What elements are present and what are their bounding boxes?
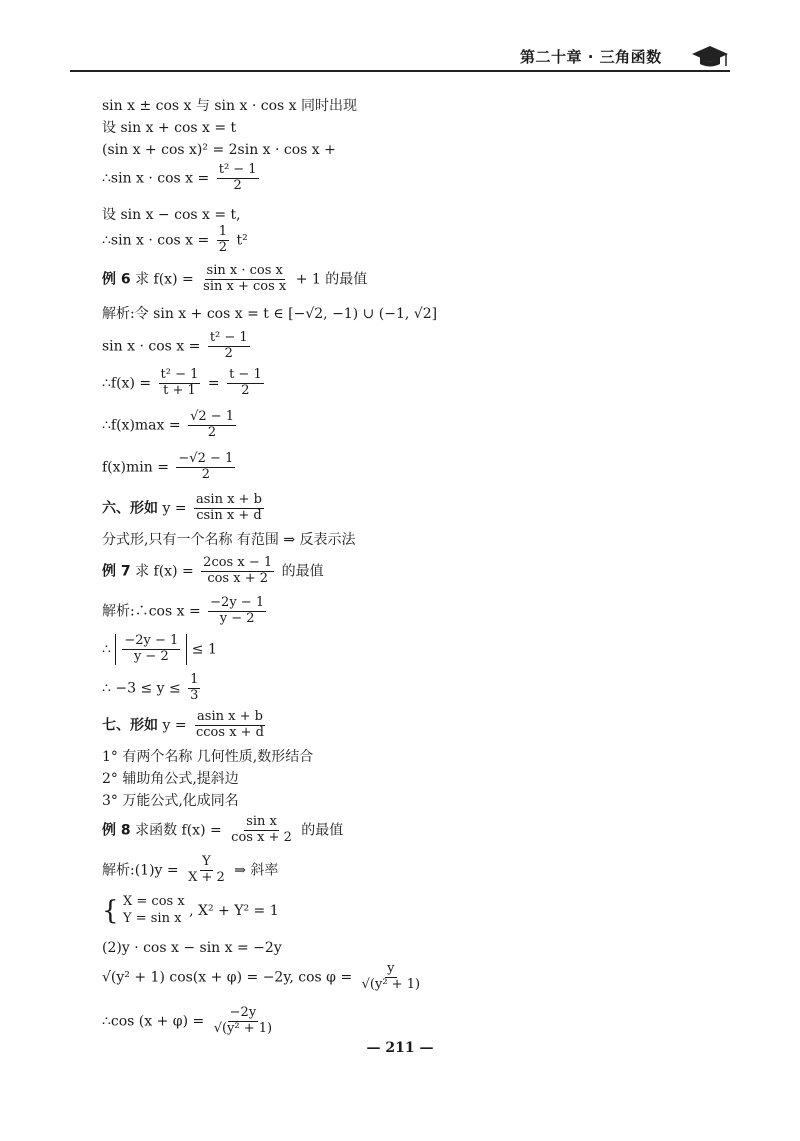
system-of-equations: X = cos x Y = sin x [123, 894, 185, 926]
chapter-topic: 三角函数 [599, 48, 662, 66]
text-line: 分式形,只有一个名称 有范围 ⇒ 反表示法 [102, 532, 356, 548]
formula-line: { X = cos x Y = sin x , X² + Y² = 1 [102, 894, 279, 926]
chapter-label: 第二十章 [520, 48, 583, 66]
formula-line: f(x)min = $\frac{-√2 - 1}{2}$ [102, 451, 234, 482]
graduation-cap-icon [690, 42, 730, 70]
fraction: $\frac{\text{2cos x − 1}}{\text{cos x + 2}}$ [203, 555, 273, 586]
fraction: $\frac{\text{sin x · cos x}}{\text{sin x + cos x}}$ [203, 263, 287, 294]
fraction: $\frac{-2y - 1}{y - 2}$ [210, 595, 265, 626]
fraction: $\frac{t - 1}{2}$ [229, 367, 262, 398]
example-6: 例 6 求 f(x) = $\frac{\text{sin x · cos x}}{\text{sin x + cos x}}$ + 1 的最值 [102, 263, 368, 294]
text-line: 1° 有两个名称 几何性质,数形结合 [102, 749, 314, 765]
formula-line: 解析:(1)y = $\frac{Y}{X + 2}$ ⇒ 斜率 [102, 854, 279, 885]
page-number: — 211 — [366, 1040, 434, 1056]
fraction: $\frac{\text{asin x + b}}{\text{ccos x + d}}$ [196, 709, 265, 740]
fraction: $\frac{-2y}{\text{√(y² + 1)}}$ [213, 1005, 273, 1036]
fraction: $\frac{\text{t² − 1}}{t + 1}$ [160, 367, 199, 398]
formula-line: ∴f(x) = $\frac{\text{t² − 1}}{t + 1}$ = $\frac{t - 1}{2}$ [102, 367, 262, 398]
formula-line: ∴ $\frac{-2y - 1}{y - 2}$ ≤ 1 [102, 633, 217, 664]
fraction: $\frac{\text{sin x}}{\text{cos x + 2}}$ [231, 814, 292, 845]
formula-line: √(y² + 1) cos(x + φ) = −2y, cos φ = $\frac{y}{\text{√(y² + 1)}}$ [102, 961, 421, 992]
formula-line: ∴sin x · cos x = $\frac{\text{t² − 1}}{2}$ [102, 162, 257, 193]
text-line: (sin x + cos x)² = 2sin x · cos x + [102, 142, 336, 158]
running-header: 第二十章 · 三角函数 [520, 48, 662, 66]
text-line: 设 sin x − cos x = t, [102, 207, 241, 223]
left-brace: { [102, 895, 119, 926]
text-line: 解析:令 sin x + cos x = t ∈ [−√2, −1) ∪ (−1, √2] [102, 306, 438, 322]
fraction: $\frac{-2y - 1}{y - 2}$ [124, 633, 179, 664]
formula-line: sin x · cos x = $\frac{\text{t² − 1}}{2}$ [102, 330, 248, 361]
fraction: $\frac{-√2 - 1}{2}$ [178, 451, 234, 482]
formula-line: ∴cos (x + φ) = $\frac{-2y}{\text{√(y² + 1)}}$ [102, 1005, 273, 1036]
text-line: sin x ± cos x 与 sin x · cos x 同时出现 [102, 98, 357, 114]
formula-line: ∴f(x)max = $\frac{√2 - 1}{2}$ [102, 409, 235, 440]
formula-line: ∴ −3 ≤ y ≤ $\frac{1}{3}$ [102, 672, 199, 703]
section-7-heading: 七、形如 y = $\frac{\text{asin x + b}}{\text{ccos x + d}}$ [102, 709, 265, 740]
fraction: $\frac{Y}{X + 2}$ [188, 854, 225, 885]
text-line: 设 sin x + cos x = t [102, 120, 237, 136]
text-line: 2° 辅助角公式,提斜边 [102, 771, 239, 787]
section-6-heading: 六、形如 y = $\frac{\text{asin x + b}}{\text{csin x + d}}$ [102, 492, 262, 523]
fraction: $\frac{\text{t² − 1}}{2}$ [218, 162, 257, 193]
fraction: $\frac{√2 - 1}{2}$ [190, 409, 235, 440]
formula-line: ∴sin x · cos x = $\frac{1}{2}$ t² [102, 224, 248, 255]
fraction: $\frac{\text{asin x + b}}{\text{csin x + d}}$ [196, 492, 262, 523]
fraction: $\frac{1}{2}$ [218, 224, 227, 255]
formula-line: 解析:∴cos x = $\frac{-2y - 1}{y - 2}$ [102, 595, 265, 626]
absolute-value [115, 634, 187, 665]
fraction: $\frac{y}{\text{√(y² + 1)}}$ [361, 961, 421, 992]
example-7: 例 7 求 f(x) = $\frac{\text{2cos x − 1}}{\text{cos x + 2}}$ 的最值 [102, 555, 324, 586]
header-rule [70, 70, 730, 72]
fraction: $\frac{1}{3}$ [190, 672, 199, 703]
example-8: 例 8 求函数 f(x) = $\frac{\text{sin x}}{\text{cos x + 2}}$ 的最值 [102, 814, 344, 845]
text-line: (2)y · cos x − sin x = −2y [102, 940, 282, 956]
text-line: 3° 万能公式,化成同名 [102, 793, 239, 809]
fraction: $\frac{\text{t² − 1}}{2}$ [209, 330, 248, 361]
